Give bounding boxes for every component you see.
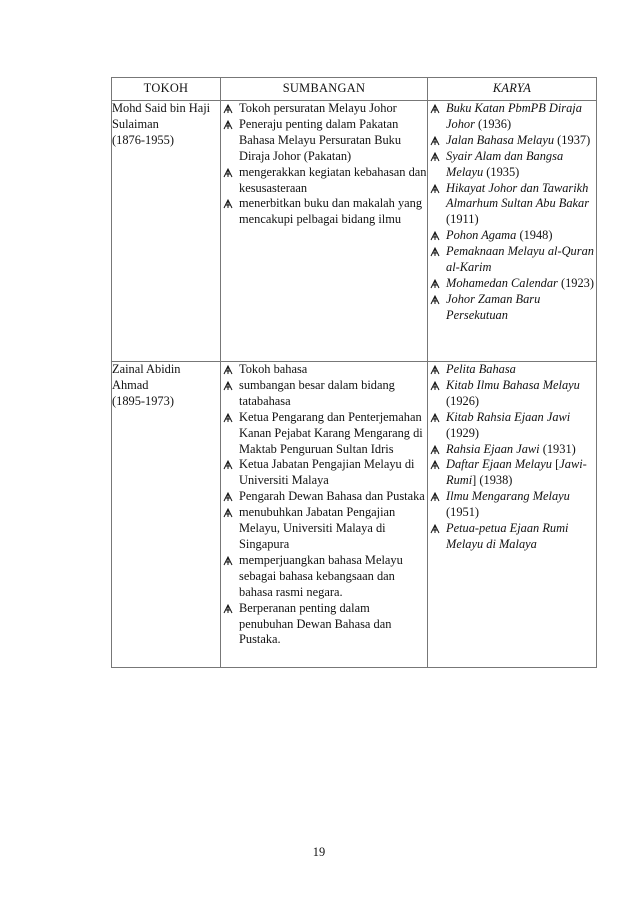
karya-entry [446, 149, 563, 179]
sumbangan-cell [221, 362, 428, 668]
ship-wheel-bullet-icon [223, 413, 233, 423]
list-item [428, 442, 596, 458]
list-item [428, 521, 596, 553]
ship-wheel-bullet-icon [223, 365, 233, 375]
list-item [221, 117, 427, 165]
ship-wheel-bullet-icon [430, 445, 440, 455]
karya-title: Petua-petua Ejaan Rumi Melayu di Malaya [446, 521, 569, 551]
karya-title: Pemaknaan Melayu al-Quran al-Karim [446, 244, 594, 275]
list-item [221, 378, 427, 410]
tokoh-name-line: Sulaiman [112, 116, 159, 131]
sumbangan-text: Ketua Jabatan Pengajian Melayu di Universiti Malaya [239, 457, 415, 488]
tokoh-name-line: Zainal Abidin [112, 362, 181, 376]
tokoh-table [111, 77, 597, 668]
tokoh-name-line: Ahmad [112, 377, 149, 392]
ship-wheel-bullet-icon [430, 279, 440, 289]
karya-title: Hikayat Johor dan Tawarikh Almarhum Sultan Abu Bakar [446, 180, 590, 211]
list-item [428, 276, 596, 292]
tokoh-years: (1876-1955) [112, 132, 174, 147]
ship-wheel-bullet-icon [430, 365, 440, 375]
karya-title: Jalan Bahasa Melayu [446, 132, 555, 147]
list-item [428, 292, 596, 324]
ship-wheel-bullet-icon [430, 136, 440, 146]
list-item [428, 101, 596, 133]
karya-entry [446, 489, 570, 519]
ship-wheel-bullet-icon [430, 413, 440, 423]
list-item [221, 601, 427, 649]
ship-wheel-bullet-icon [223, 604, 233, 614]
ship-wheel-bullet-icon [223, 492, 233, 502]
header-karya: KARYA [428, 78, 597, 101]
list-item [428, 378, 596, 410]
sumbangan-cell [221, 101, 428, 362]
tokoh-name-line: Mohd Said bin Haji [112, 101, 211, 115]
list-item [428, 149, 596, 181]
karya-cell [428, 101, 597, 362]
karya-entry [446, 244, 594, 274]
list-item [221, 410, 427, 458]
karya-year: [ [555, 457, 560, 472]
header-tokoh: TOKOH [112, 78, 221, 101]
karya-year: (1926) [446, 393, 480, 408]
karya-year: (1929) [446, 425, 480, 440]
ship-wheel-bullet-icon [430, 460, 440, 470]
ship-wheel-bullet-icon [430, 152, 440, 162]
sumbangan-text: Berperanan penting dalam penubuhan Dewan Bahasa dan Pustaka. [239, 600, 392, 647]
karya-entry [446, 101, 582, 131]
list-item [428, 228, 596, 244]
ship-wheel-bullet-icon [430, 104, 440, 114]
ship-wheel-bullet-icon [223, 104, 233, 114]
table-row [112, 362, 597, 668]
sumbangan-text: Tokoh bahasa [239, 362, 308, 376]
karya-entry [446, 362, 516, 376]
list-item [221, 489, 427, 505]
sumbangan-text: menubuhkan Jabatan Pengajian Melayu, Universiti Malaya di Singapura [239, 505, 396, 551]
sumbangan-text: menerbitkan buku dan makalah yang mencakupi pelbagai bidang ilmu [239, 196, 423, 227]
sumbangan-list [221, 362, 427, 648]
header-sumbangan: SUMBANGAN [221, 78, 428, 101]
karya-title: Rahsia Ejaan Jawi [446, 441, 540, 456]
karya-entry [446, 276, 594, 290]
karya-title: Kitab Ilmu Bahasa Melayu [446, 377, 580, 392]
page-number: 19 [312, 845, 326, 859]
karya-year: (1936) [478, 116, 512, 131]
karya-year: (1937) [557, 132, 591, 147]
sumbangan-text: Pengarah Dewan Bahasa dan Pustaka [239, 489, 425, 504]
ship-wheel-bullet-icon [430, 492, 440, 502]
table-row [112, 101, 597, 362]
karya-title-suffix: Jawi-Rumi [446, 457, 587, 488]
ship-wheel-bullet-icon [223, 460, 233, 470]
karya-title: Buku Katan PbmPB Diraja Johor [446, 101, 582, 131]
list-item [428, 489, 596, 521]
list-item [428, 362, 596, 378]
karya-title: Pohon Agama [446, 228, 517, 243]
karya-entry [446, 228, 552, 242]
ship-wheel-bullet-icon [223, 508, 233, 518]
karya-title: Pelita Bahasa [446, 362, 516, 376]
sumbangan-text: Ketua Pengarang dan Penterjemahan Kanan Pejabat Karang Mengarang di Maktab Penguruan Sultan Idris [239, 409, 423, 456]
karya-title: Johor Zaman Baru Persekutuan [446, 291, 541, 322]
list-item [428, 457, 596, 489]
karya-title: Syair Alam dan Bangsa Melayu [446, 148, 564, 179]
karya-entry [446, 457, 587, 487]
list-item [221, 101, 427, 117]
karya-year: (1931) [542, 441, 576, 456]
list-item [428, 410, 596, 442]
karya-year: (1923) [560, 275, 595, 290]
sumbangan-text: memperjuangkan bahasa Melayu sebagai bahasa kebangsaan dan bahasa rasmi negara. [239, 552, 403, 599]
ship-wheel-bullet-icon [223, 120, 233, 130]
list-item [221, 362, 427, 378]
karya-title: Kitab Rahsia Ejaan Jawi [446, 409, 571, 424]
karya-year: (1951) [446, 505, 480, 520]
sumbangan-text: sumbangan besar dalam bidang tatabahasa [239, 377, 395, 408]
karya-entry [446, 133, 590, 147]
ship-wheel-bullet-icon [430, 381, 440, 391]
karya-entry [446, 292, 540, 322]
karya-title: Mohamedan Calendar [446, 275, 558, 290]
list-item [428, 181, 596, 229]
list-item [221, 505, 427, 553]
sumbangan-list [221, 101, 427, 228]
ship-wheel-bullet-icon [430, 247, 440, 257]
karya-year: (1948) [519, 228, 553, 243]
ship-wheel-bullet-icon [223, 168, 233, 178]
ship-wheel-bullet-icon [430, 184, 440, 194]
ship-wheel-bullet-icon [430, 231, 440, 241]
karya-entry [446, 442, 576, 456]
list-item [221, 457, 427, 489]
tokoh-years: (1895-1973) [112, 393, 174, 408]
tokoh-cell [112, 362, 221, 668]
ship-wheel-bullet-icon [223, 199, 233, 209]
karya-entry [446, 181, 589, 227]
table-header-row [112, 78, 597, 101]
ship-wheel-bullet-icon [223, 556, 233, 566]
karya-year: (1911) [446, 212, 479, 227]
karya-entry [446, 410, 570, 440]
tokoh-cell [112, 101, 221, 362]
ship-wheel-bullet-icon [430, 295, 440, 305]
list-item [428, 244, 596, 276]
karya-cell [428, 362, 597, 668]
list-item [221, 553, 427, 601]
karya-list [428, 101, 596, 324]
karya-title: Ilmu Mengarang Melayu [446, 489, 570, 504]
list-item [221, 165, 427, 197]
karya-list [428, 362, 596, 553]
list-item [428, 133, 596, 149]
karya-entry [446, 378, 580, 408]
list-item [221, 196, 427, 228]
sumbangan-text: mengerakkan kegiatan kebahasan dan kesusasteraan [239, 164, 427, 195]
sumbangan-text: Peneraju penting dalam Pakatan Bahasa Melayu Persuratan Buku Diraja Johor (Pakatan) [239, 116, 402, 163]
karya-title: Daftar Ejaan Melayu [446, 457, 552, 472]
sumbangan-text: Tokoh persuratan Melayu Johor [239, 101, 397, 115]
ship-wheel-bullet-icon [430, 524, 440, 534]
karya-year: ] (1938) [472, 473, 513, 488]
karya-year: (1935) [486, 164, 520, 179]
karya-entry [446, 521, 569, 551]
ship-wheel-bullet-icon [223, 381, 233, 391]
